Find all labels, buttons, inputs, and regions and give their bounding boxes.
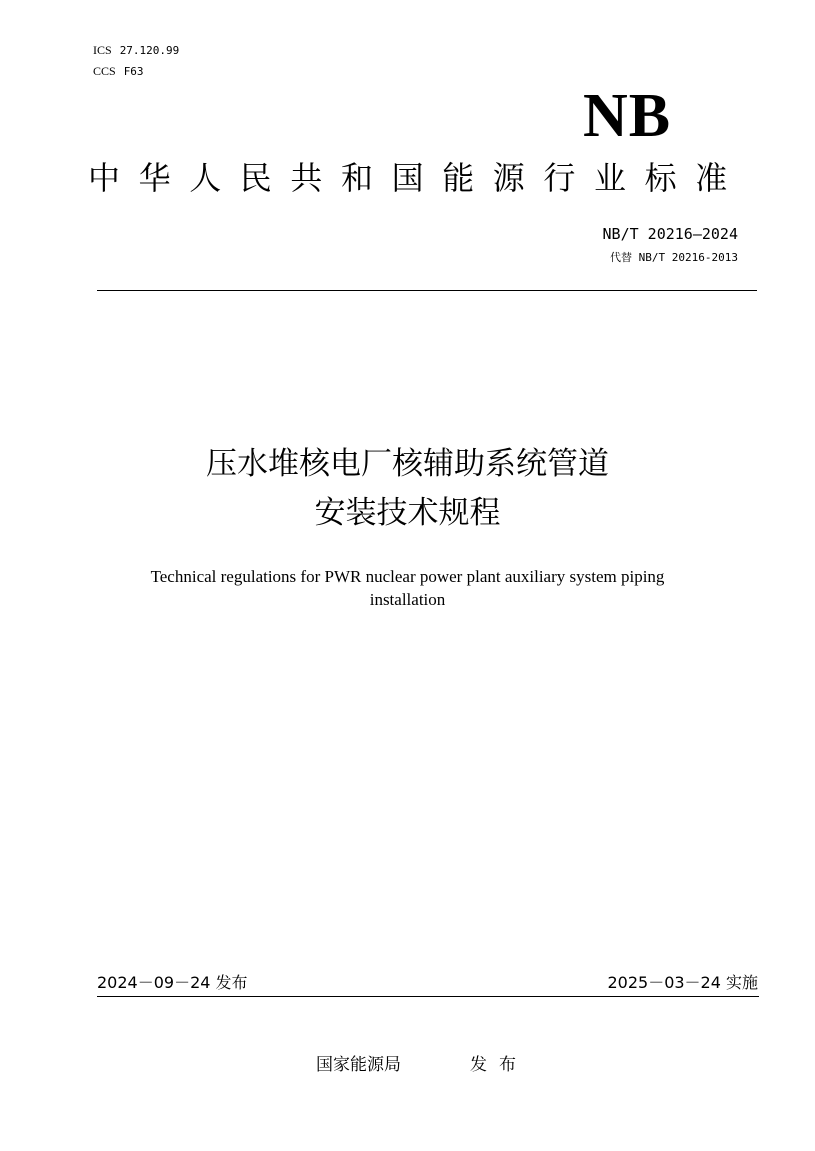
ics-value: 27.120.99 [119, 44, 180, 57]
title-en-line2: installation [369, 590, 446, 609]
ccs-row [93, 61, 179, 82]
ics-label: ICS [93, 43, 112, 57]
title-en-line1: Technical regulations for PWR nuclear power plant auxiliary system piping [150, 567, 665, 586]
title-zh-line2: 安装技术规程 [314, 495, 501, 531]
publisher: 国家能源局 [316, 1055, 401, 1075]
footer-divider [97, 996, 759, 997]
ccs-label: CCS [93, 64, 116, 78]
header-divider [97, 290, 757, 291]
implementation-date: 2025－03－24 实施 [607, 973, 758, 992]
ics-row [93, 40, 179, 61]
ccs-value: F63 [123, 65, 144, 78]
publish-word: 发布 [470, 1055, 528, 1075]
standard-number: NB/T 20216—2024 [602, 225, 738, 243]
issue-date: 2024－09－24 发布 [97, 973, 248, 992]
nb-logo: NB [583, 82, 672, 150]
replaces-note: 代替 NB/T 20216-2013 [610, 251, 738, 264]
classification-codes [93, 40, 179, 82]
title-zh-line1: 压水堆核电厂核辅助系统管道 [206, 446, 609, 482]
standard-type-heading: 中华人民共和国能源行业标准 [88, 159, 746, 197]
